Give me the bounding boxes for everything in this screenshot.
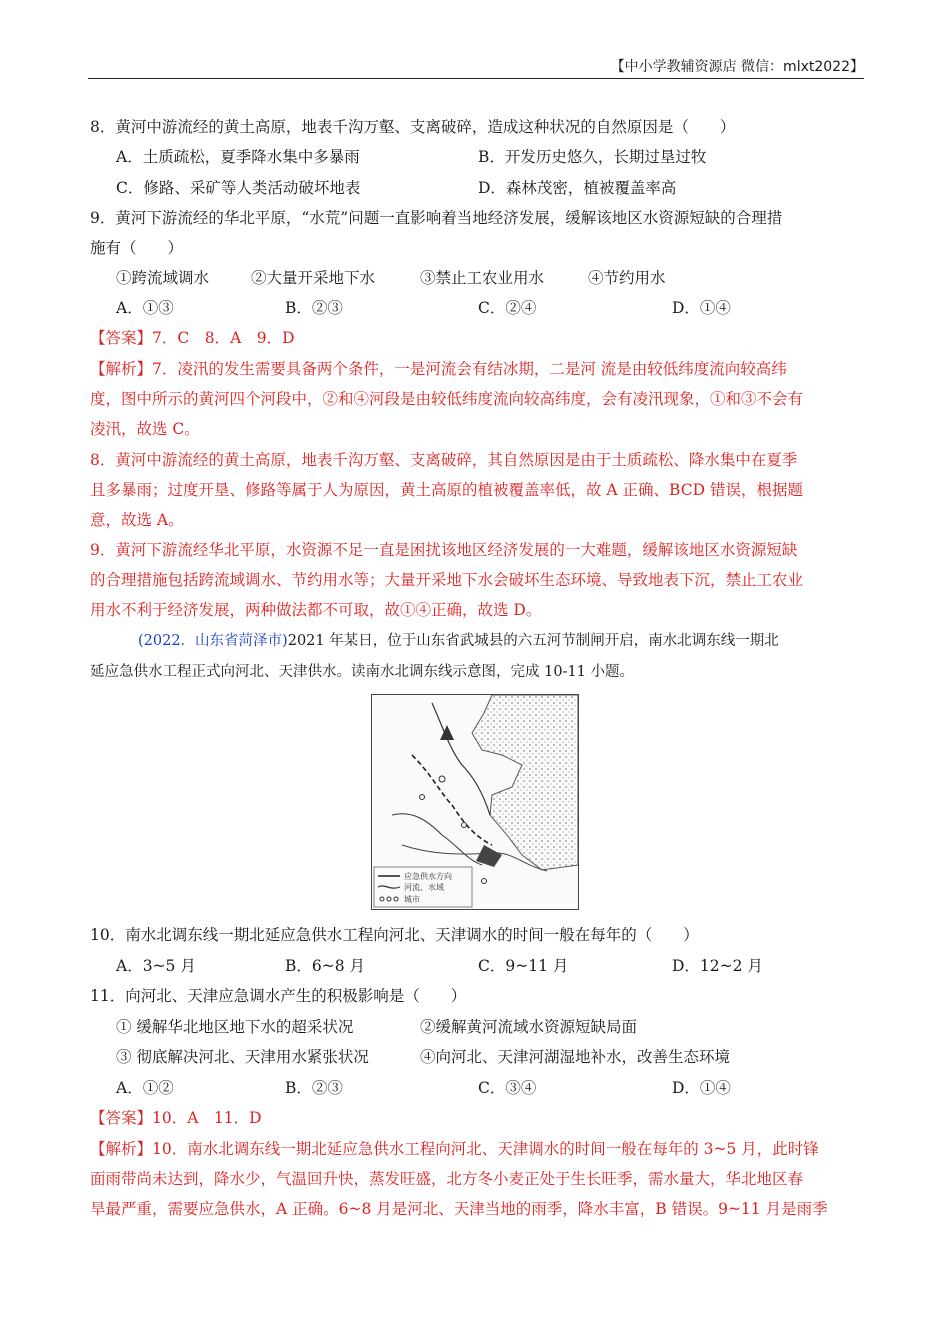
q11-item-2: ②缓解黄河流域水资源短缺局面 [420,1018,638,1036]
map-drawing [372,695,578,909]
answer-text: 7．C 8．A 9．D [152,329,295,347]
analysis-7-line2: 度，图中所示的黄河四个河段中，②和④河段是由较低纬度流向较高纬度，会有凌汛现象，①和③不会有 [90,390,804,408]
q11-item-3: ③ 彻底解决河北、天津用水紧张状况 [116,1048,369,1066]
q10-option-c: C．9~11 月 [478,957,569,975]
q11-item-4: ④向河北、天津河湖湿地补水，改善生态环境 [420,1048,731,1066]
q10-option-a: A．3~5 月 [116,957,196,975]
q9-option-d: D．①④ [672,299,731,317]
answer-10-11 [90,1108,262,1128]
q9-option-a: A．①③ [116,299,174,317]
header-text: 【中小学教辅资源店 微信：mlxt2022】 [610,59,864,75]
header-divider [88,78,864,79]
answer-7-9 [90,328,295,348]
analysis-9-line3: 用水不利于经济发展，两种做法都不可取，故①④正确，故选 D。 [90,601,542,619]
q9-item-1: ①跨流域调水 [116,269,210,287]
legend-city: 城市 [404,895,420,904]
q10-option-b: B．6~8 月 [285,957,366,975]
q11-stem: 11．向河北、天津应急调水产生的积极影响是（ ） [90,987,467,1005]
q11-option-b: B．②③ [285,1079,343,1097]
q10-option-d: D．12~2 月 [672,957,763,975]
q10-stem: 10．南水北调东线一期北延应急供水工程向河北、天津调水的时间一般在每年的（ ） [90,926,699,944]
south-north-water-diversion-map [371,694,579,910]
answer-tag: 【答案】 [90,329,153,347]
q9-item-4: ④节约用水 [588,269,666,287]
legend-diversion: 应急供水方向 [404,872,452,881]
analysis-9-line2: 的合理措施包括跨流域调水、节约用水等；大量开采地下水会破坏生态环境、导致地表下沉，禁止工农业 [90,571,804,589]
analysis-text: 7．凌汛的发生需要具备两个条件，一是河流会有结冰期，二是河 流是由较低纬度流向较高纬 [152,360,787,378]
q8-option-b: B．开发历史悠久，长期过垦过牧 [478,148,707,166]
q8-option-d: D．森林茂密，植被覆盖率高 [478,179,677,197]
q8-stem: 8．黄河中游流经的黄土高原，地表千沟万壑、支离破碎，造成这种状况的自然原因是（ ） [90,118,736,136]
intro-text: 2021 年某日，位于山东省武城县的六五河节制闸开启，南水北调东线一期北 [287,633,779,649]
analysis-text: 10．南水北调东线一期北延应急供水工程向河北、天津调水的时间一般在每年的 3~5 月，此时锋 [152,1140,819,1158]
analysis-10-line3: 旱最严重，需要应急供水，A 正确。6~8 月是河北、天津当地的雨季，降水丰富，B 错误。9~11 月是雨季 [90,1200,828,1218]
analysis-8-line2: 且多暴雨；过度开垦、修路等属于人为原因，黄土高原的植被覆盖率低，故 A 正确、BCD 错误，根据题 [90,481,803,499]
q11-option-d: D．①④ [672,1079,731,1097]
intro-line2: 延应急供水工程正式向河北、天津供水。读南水北调东线示意图，完成 10-11 小题。 [90,664,635,680]
q11-option-a: A．①② [116,1079,174,1097]
q8-option-a: A．土质疏松，夏季降水集中多暴雨 [116,148,360,166]
answer-text: 10．A 11．D [152,1109,262,1127]
analysis-10-line2: 面雨带尚未达到，降水少，气温回升快，蒸发旺盛，北方冬小麦正处于生长旺季，需水量大，华北地区春 [90,1170,804,1188]
analysis-9-line1: 9．黄河下游流经华北平原，水资源不足一直是困扰该地区经济发展的一大难题，缓解该地区水资源短缺 [90,541,798,559]
q9-option-c: C．②④ [478,299,537,317]
analysis-tag: 【解析】 [90,360,153,378]
q9-option-b: B．②③ [285,299,343,317]
analysis-8-line1: 8．黄河中游流经的黄土高原，地表千沟万壑、支离破碎，其自然原因是由于土质疏松、降水集中在夏季 [90,451,798,469]
intro-line1 [138,631,779,651]
q9-item-2: ②大量开采地下水 [251,269,376,287]
q9-stem-line1: 9．黄河下游流经的华北平原，“水荒”问题一直影响着当地经济发展，缓解该地区水资源短缺的合理措 [90,209,783,227]
analysis-7-line1 [90,359,787,379]
q11-option-c: C．③④ [478,1079,537,1097]
q9-item-3: ③禁止工农业用水 [420,269,545,287]
q11-item-1: ① 缓解华北地区地下水的超采状况 [116,1018,354,1036]
legend-water: 河流、水域 [404,883,444,892]
analysis-tag: 【解析】 [90,1140,153,1158]
analysis-8-line3: 意，故选 A。 [90,511,184,529]
answer-tag: 【答案】 [90,1109,153,1127]
intro-source: (2022．山东省菏泽市) [138,633,288,649]
q9-stem-line2: 施有（ ） [90,239,184,257]
analysis-10-line1 [90,1139,819,1159]
q8-option-c: C．修路、采矿等人类活动破坏地表 [116,179,361,197]
analysis-7-line3: 凌汛，故选 C。 [90,420,200,438]
